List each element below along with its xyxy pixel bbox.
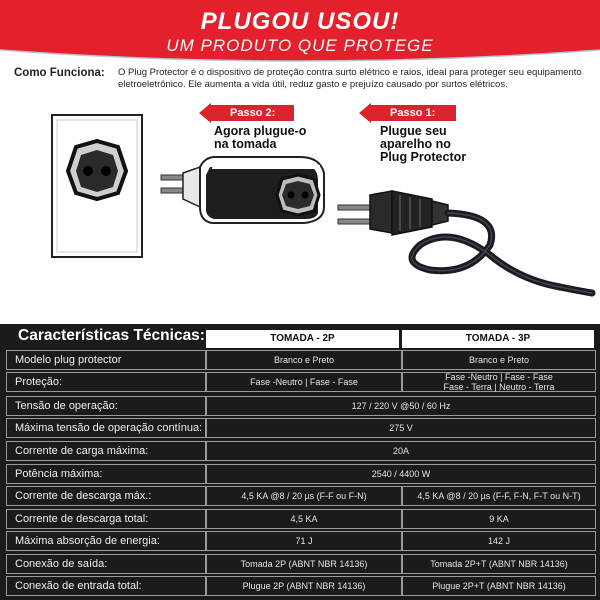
arrow-left-icon — [199, 103, 211, 123]
step-1-line-2: aparelho no — [380, 137, 451, 151]
row-value-3p: Tomada 2P+T (ABNT NBR 14136) — [402, 554, 596, 574]
how-it-works — [14, 67, 590, 91]
row-value-2p: 4,5 KA — [206, 509, 402, 529]
row-value-3p: 9 KA — [402, 509, 596, 529]
row-label: Proteção: — [6, 372, 206, 392]
how-it-works-label: Como Funciona: — [14, 67, 105, 79]
table-row — [6, 531, 596, 551]
row-value-3p: Plugue 2P+T (ABNT NBR 14136) — [402, 576, 596, 596]
row-label: Modelo plug protector — [6, 350, 206, 370]
row-value-3p: 142 J — [402, 531, 596, 551]
row-value: 127 / 220 V @50 / 60 Hz — [206, 396, 596, 416]
column-header-3p: TOMADA - 3P — [402, 330, 594, 348]
table-row — [6, 486, 596, 506]
row-value-3p-line-1: Fase -Neutro | Fase - Fase — [445, 372, 553, 382]
table-row — [6, 418, 596, 438]
row-label: Conexão de saída: — [6, 554, 206, 574]
row-label: Máxima absorção de energia: — [6, 531, 206, 551]
step-1-tag-text: Passo 1: — [390, 107, 436, 119]
row-label: Conexão de entrada total: — [6, 576, 206, 596]
row-label: Corrente de descarga total: — [6, 509, 206, 529]
table-row — [6, 464, 596, 484]
step-1-text — [380, 125, 466, 164]
step-1-line-1: Plugue seu — [380, 124, 447, 138]
plug-protector-icon — [161, 157, 324, 223]
row-value-3p-line-2: Fase - Terra | Neutro - Terra — [443, 382, 555, 392]
table-row — [6, 576, 596, 596]
step-2-tag — [208, 105, 294, 121]
step-2-tag-text: Passo 2: — [230, 107, 276, 119]
row-value: 2540 / 4400 W — [206, 464, 596, 484]
wall-outlet-icon — [52, 115, 142, 257]
row-value: 20A — [206, 441, 596, 461]
row-label: Tensão de operação: — [6, 396, 206, 416]
step-1-line-3: Plug Protector — [380, 150, 467, 164]
table-row — [6, 372, 596, 392]
table-row — [6, 396, 596, 416]
step-1-tag — [368, 105, 456, 121]
table-row — [6, 441, 596, 461]
arrow-left-icon — [359, 103, 371, 123]
step-2-text — [214, 125, 306, 151]
banner-subtitle: UM PRODUTO QUE PROTEGE — [166, 36, 434, 55]
column-header-2p: TOMADA - 2P — [206, 330, 399, 348]
table-row — [6, 554, 596, 574]
table-row — [6, 350, 596, 370]
technical-specs — [0, 324, 600, 600]
row-value-2p: Tomada 2P (ABNT NBR 14136) — [206, 554, 402, 574]
header-banner — [0, 0, 600, 62]
row-value-3p — [402, 372, 596, 392]
row-value-2p: Fase -Neutro | Fase - Fase — [206, 372, 402, 392]
step-2-line-2: na tomada — [214, 137, 277, 151]
usage-illustration — [0, 95, 600, 320]
step-2-line-1: Agora plugue-o — [214, 124, 307, 138]
banner-title: PLUGOU USOU! — [200, 8, 400, 35]
how-it-works-text: O Plug Protector é o dispositivo de proteção contra surto elétrico e raios, ideal para proteger seu equipamento eletroeletrônico. Ele aumenta a vida útil, reduz gasto e prejuízo causado por surtos elétricos. — [118, 67, 582, 90]
row-value-3p: Branco e Preto — [402, 350, 596, 370]
row-value-2p: 4,5 KA @8 / 20 µs (F-F ou F-N) — [206, 486, 402, 506]
row-value-2p: 71 J — [206, 531, 402, 551]
row-value-3p: 4,5 KA @8 / 20 µs (F-F, F-N, F-T ou N-T) — [402, 486, 596, 506]
row-value-2p: Plugue 2P (ABNT NBR 14136) — [206, 576, 402, 596]
row-label: Máxima tensão de operação contínua: — [6, 418, 206, 438]
row-label: Potência máxima: — [6, 464, 206, 484]
row-label: Corrente de descarga máx.: — [6, 486, 206, 506]
specs-title: Características Técnicas: — [18, 327, 205, 344]
row-value-2p: Branco e Preto — [206, 350, 402, 370]
power-plug-icon — [338, 191, 592, 293]
row-value: 275 V — [206, 418, 596, 438]
row-label: Corrente de carga máxima: — [6, 441, 206, 461]
specs-header — [0, 324, 600, 348]
table-row — [6, 509, 596, 529]
